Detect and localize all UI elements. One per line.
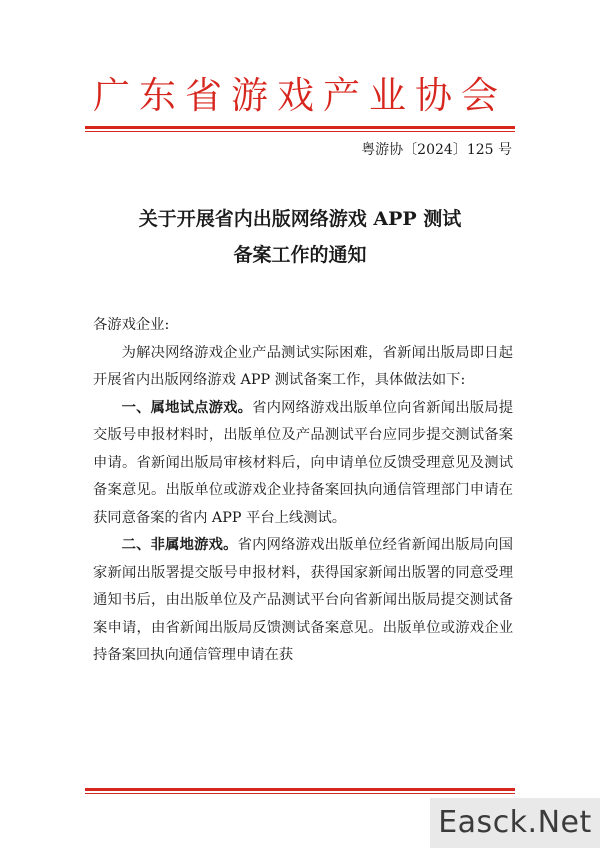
section-2-text: 省内网络游戏出版单位经省新闻出版局向国家新闻出版署提交版号申报材料，获得国家新闻出版署的同意受理通知书后，由出版单位及产品测试平台向省新闻出版局提交测试备案申请，由省新闻出版局反馈测试备案意见。出版单位或游戏企业持备案回执向通信管理申请在获 (93, 537, 514, 663)
notice-title-line-2: 备案工作的通知 (233, 244, 367, 266)
section-1-text: 省内网络游戏出版单位向省新闻出版局提交版号申报材料时，出版单位及产品测试平台应同步提交测试备案申请。省新闻出版局审核材料后，向申请单位反馈受理意见及测试备案意见。出版单位或游戏企业持备案回执向通信管理部门申请在获同意备案的省内 APP 平台上线测试。 (93, 399, 514, 526)
section-1-paragraph (93, 395, 513, 533)
section-1-heading: 一、属地试点游戏。 (121, 399, 253, 416)
header-rule-thick (85, 126, 515, 129)
intro-paragraph: 为解决网络游戏企业产品测试实际困难，省新闻出版局即日起开展省内出版网络游戏 APP 测试备案工作，具体做法如下: (93, 344, 513, 388)
document-number: 粤游协〔2024〕125 号 (361, 142, 512, 158)
watermark: Easck.Net (430, 798, 600, 848)
section-2-heading: 二、非属地游戏。 (121, 537, 238, 553)
header-rule-thin (85, 131, 515, 132)
section-2-paragraph (93, 532, 513, 670)
notice-body (93, 312, 513, 670)
notice-title-line-1: 关于开展省内出版网络游戏 APP 测试 (138, 208, 462, 230)
footer-rule-thin (85, 793, 515, 794)
footer-rule-thick (85, 788, 515, 791)
salutation: 各游戏企业: (93, 317, 170, 333)
organization-title: 广东省游戏产业协会 (93, 74, 507, 117)
